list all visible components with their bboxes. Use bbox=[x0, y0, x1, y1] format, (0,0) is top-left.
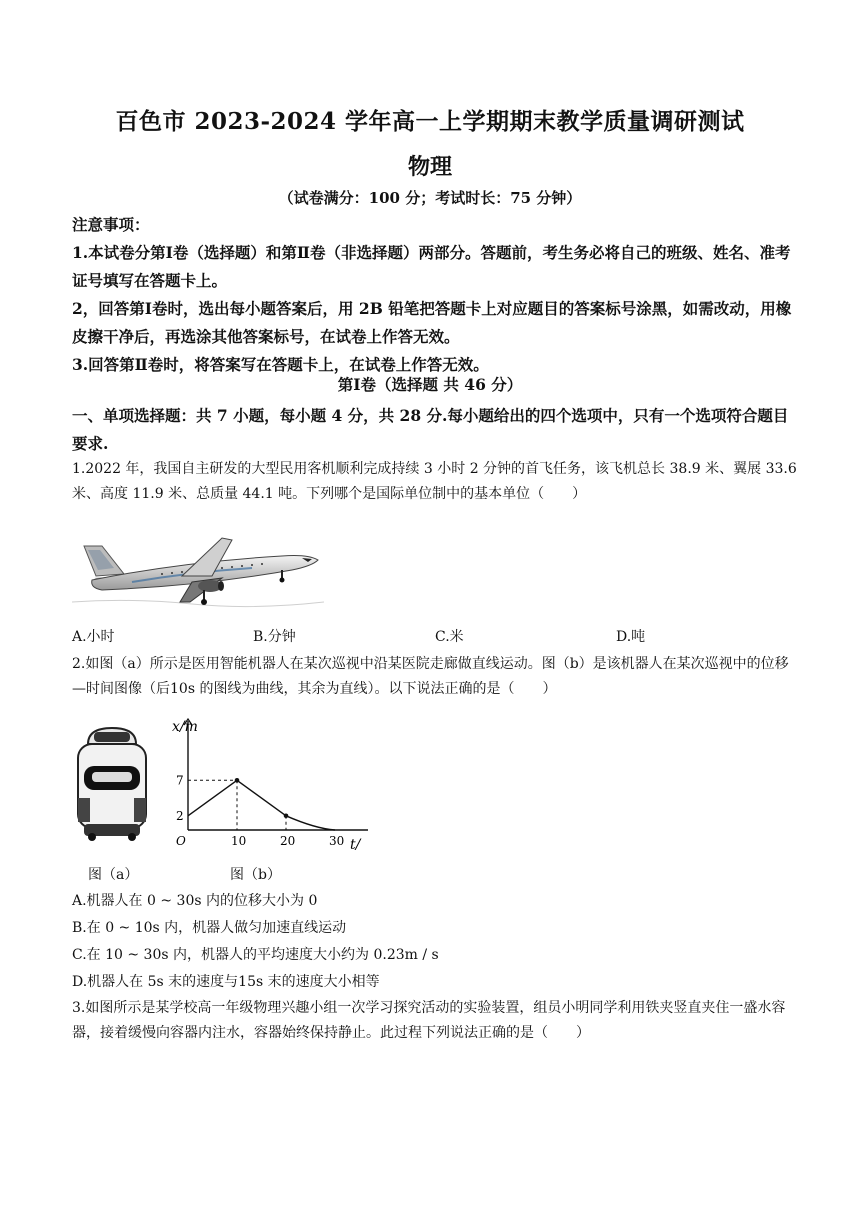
notes-heading: 注意事项： bbox=[72, 215, 150, 234]
q2-option-a: A.机器人在 0 ~ 30s 内的位移大小为 0 bbox=[72, 893, 318, 909]
x-axis-label: t/ bbox=[350, 837, 361, 851]
q2-option-b: B.在 0 ~ 10s 内，机器人做匀加速直线运动 bbox=[72, 920, 347, 936]
note-item: 3.回答第Ⅱ卷时，将答案写在答题卡上，在试卷上作答无效。 bbox=[72, 355, 489, 374]
question-1-stem: 1.2022 年，我国自主研发的大型民用客机顺利完成持续 3 小时 2 分钟的首飞任务，该飞机总长 38.9 米、翼展 33.6 米、高度 11.9 米、总质量 44.1 吨。下列哪个是国际单位制中的基本单位（ ） bbox=[72, 461, 797, 502]
note-item: 1.本试卷分第Ⅰ卷（选择题）和第Ⅱ卷（非选择题）两部分。答题前，考生务必将自己的班级、姓名、准考证号填写在答题卡上。 bbox=[72, 243, 791, 290]
question-3-stem: 3.如图所示是某学校高一年级物理兴趣小组一次学习探究活动的实验装置，组员小明同学利用铁夹竖直夹住一盛水容器，接着缓慢向容器内注水，容器始终保持静止。此过程下列说法正确的是（ ） bbox=[72, 1000, 786, 1041]
airplane-image bbox=[72, 532, 324, 612]
q2-option-c: C.在 10 ~ 30s 内，机器人的平均速度大小约为 0.23m / s bbox=[72, 947, 439, 963]
q1-option-a: A.小时 bbox=[72, 629, 115, 645]
x-tick-label: 10 bbox=[231, 834, 247, 848]
q1-option-c: C.米 bbox=[435, 629, 464, 645]
q1-option-d: D.吨 bbox=[616, 629, 646, 645]
y-tick-label: 2 bbox=[176, 808, 184, 823]
figure-b-caption: 图（b） bbox=[230, 867, 281, 883]
notes-block bbox=[72, 211, 798, 379]
series-segment bbox=[237, 780, 286, 816]
series-segment bbox=[188, 780, 237, 816]
exam-meta: （试卷满分：100 分；考试时长：75 分钟） bbox=[278, 189, 582, 207]
data-point bbox=[235, 778, 240, 783]
x-tick-label: 20 bbox=[280, 834, 296, 848]
x-tick-label: O bbox=[176, 834, 186, 848]
section-header: 第Ⅰ卷（选择题 共 46 分） bbox=[337, 375, 523, 394]
y-axis-label: x/m bbox=[172, 719, 198, 735]
exam-title: 百色市 2023-2024 学年高一上学期期末教学质量调研测试 bbox=[115, 108, 745, 135]
subject-title: 物理 bbox=[407, 154, 452, 180]
question-2-stem: 2.如图（a）所示是医用智能机器人在某次巡视中沿某医院走廊做直线运动。图（b）是该机器人在某次巡视中的位移—时间图像（后10s 的图线为曲线，其余为直线）。以下说法正确的是（ ） bbox=[72, 656, 789, 697]
q2-option-d: D.机器人在 5s 末的速度与15s 末的速度大小相等 bbox=[72, 974, 380, 990]
y-tick-label: 7 bbox=[176, 773, 184, 788]
note-item: 2，回答第Ⅰ卷时，选出每小题答案后，用 2B 铅笔把答题卡上对应题目的答案标号涂黑，如需改动，用橡皮擦干净后，再选涂其他答案标号，在试卷上作答无效。 bbox=[72, 299, 792, 346]
series-curve bbox=[286, 816, 335, 830]
x-tick-label: 30 bbox=[329, 834, 345, 848]
q1-option-b: B.分钟 bbox=[253, 629, 296, 645]
figure-a-caption: 图（a） bbox=[88, 867, 139, 883]
data-point bbox=[284, 814, 289, 819]
section-title: 一、单项选择题：共 7 小题，每小题 4 分，共 28 分.每小题给出的四个选项中，只有一个选项符合题目要求. bbox=[72, 406, 789, 453]
xt-graph bbox=[168, 715, 368, 851]
robot-image bbox=[74, 724, 152, 844]
